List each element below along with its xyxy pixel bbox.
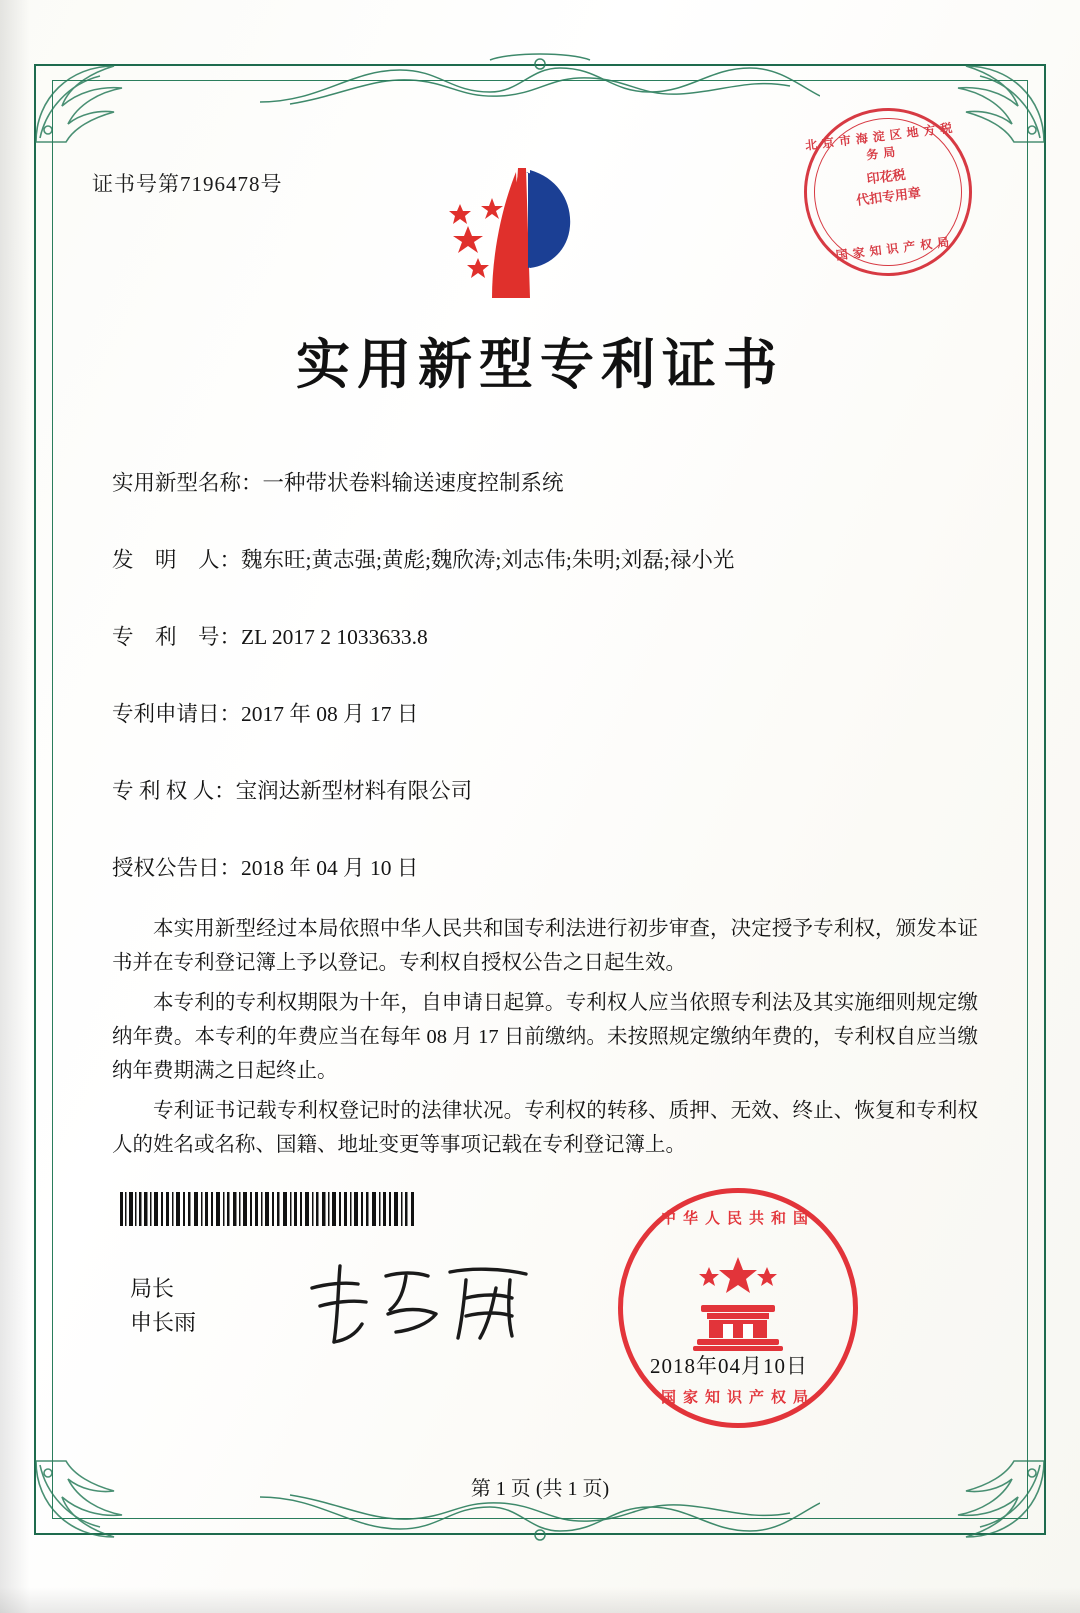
field-value: 2018 年 04 月 10 日 [241,856,419,880]
seal-date: 2018年04月10日 [650,1354,808,1378]
field-value: ZL 2017 2 1033633.8 [241,625,428,649]
cnipa-logo-icon [430,160,600,310]
tax-stamp-arc-top: 北京市海淀区地方税务局 [804,120,958,163]
field-label: 实用新型名称： [112,471,263,495]
field-patentee [112,774,972,805]
barcode [120,1192,420,1226]
field-label: 发 明 人： [112,548,242,572]
official-seal [618,1188,858,1428]
field-value: 魏东旺;黄志强;黄彪;魏欣涛;刘志伟;朱明;刘磊;禄小光 [241,548,735,572]
field-utility-model-name [112,466,972,497]
body-paragraph-2: 本专利的专利权期限为十年，自申请日起算。专利权人应当依照专利法及其实施细则规定缴纳年费。本专利的年费应当在每年 08 月 17 日前缴纳。未按照规定缴纳年费的，专利权自应当缴纳年费期满之日起终止。 [112,992,978,1082]
body-paragraph-3: 专利证书记载专利权登记时的法律状况。专利权的转移、质押、无效、终止、恢复和专利权人的姓名或名称、国籍、地址变更等事项记载在专利登记簿上。 [112,1100,978,1156]
field-value: 一种带状卷料输送速度控制系统 [262,471,564,495]
page-number: 第 1 页 (共 1 页) [470,1478,610,1500]
field-label: 专 利 号： [112,625,242,649]
field-label: 专 利 权 人： [112,779,236,803]
signature-block [130,1272,196,1340]
field-grant-announcement-date [112,851,972,882]
signer-role: 局长 [130,1276,175,1301]
tax-stamp-line2: 代扣专用章 [855,185,922,208]
corner-ornament-icon [30,58,150,148]
field-patent-number [112,620,972,651]
tax-stamp-arc-bottom: 国家知识产权局 [835,234,955,263]
page-title: 实用新型专利证书 [296,332,784,396]
signer-name: 申长雨 [130,1310,197,1335]
field-inventors [112,543,972,574]
handwritten-signature-icon [300,1258,550,1348]
top-scroll-ornament-icon [260,52,820,110]
tiananmen-emblem-icon [679,1253,797,1363]
photo-shadow-bottom [0,1587,1080,1613]
tax-stamp-line1: 印花税 [865,166,907,187]
field-value: 宝润达新型材料有限公司 [235,779,473,803]
field-value: 2017 年 08 月 17 日 [241,702,419,726]
seal-text-bottom: 国家知识产权局 [660,1390,815,1406]
field-list [112,466,972,928]
field-application-date [112,697,972,728]
field-label: 专利申请日： [112,702,242,726]
field-label: 授权公告日： [112,856,242,880]
body-text [112,912,978,1168]
seal-text-top: 中华人民共和国 [660,1211,815,1227]
photo-shadow-left [0,0,30,1613]
certificate-number: 证书号第7196478号 [92,172,283,196]
body-paragraph-1: 本实用新型经过本局依照中华人民共和国专利法进行初步审查，决定授予专利权，颁发本证书并在专利登记簿上予以登记。专利权自授权公告之日起生效。 [112,918,978,974]
